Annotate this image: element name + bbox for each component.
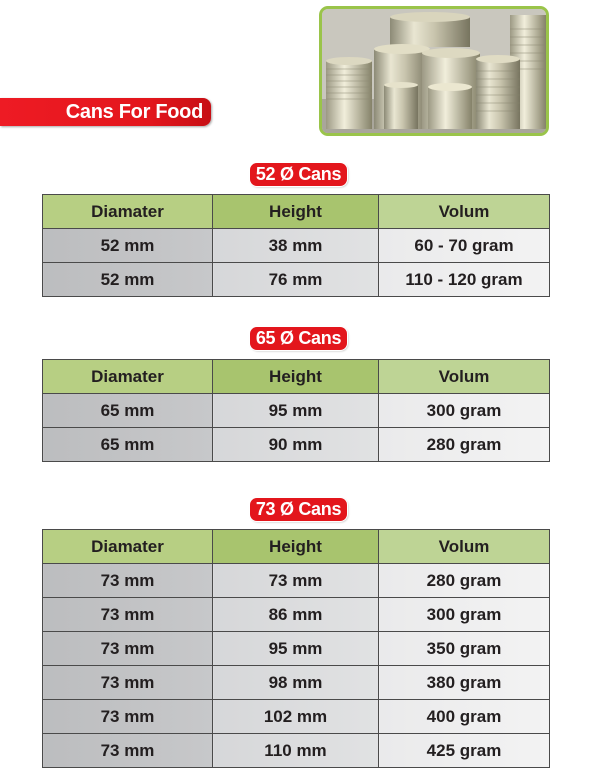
column-header-diameter: Diamater xyxy=(43,195,213,229)
cell-height: 95 mm xyxy=(213,632,379,666)
cell-height: 38 mm xyxy=(213,229,379,263)
cell-height: 110 mm xyxy=(213,734,379,768)
table-row xyxy=(43,734,550,768)
cell-volume: 425 gram xyxy=(379,734,550,768)
cell-height: 95 mm xyxy=(213,394,379,428)
cell-volume: 110 - 120 gram xyxy=(379,263,550,297)
table-row xyxy=(43,666,550,700)
cans-photo xyxy=(319,6,549,136)
page-title-banner: Cans For Food xyxy=(0,98,211,126)
cell-diameter: 65 mm xyxy=(43,394,213,428)
section-title-52: 52 Ø Cans xyxy=(250,163,347,186)
cell-volume: 300 gram xyxy=(379,598,550,632)
table-header-row xyxy=(43,360,550,394)
cell-volume: 280 gram xyxy=(379,428,550,462)
column-header-height: Height xyxy=(213,195,379,229)
table-header-row xyxy=(43,530,550,564)
table-row xyxy=(43,598,550,632)
cell-diameter: 65 mm xyxy=(43,428,213,462)
table-header-row xyxy=(43,195,550,229)
cell-diameter: 52 mm xyxy=(43,229,213,263)
cell-diameter: 73 mm xyxy=(43,598,213,632)
cell-diameter: 73 mm xyxy=(43,632,213,666)
table-row xyxy=(43,229,550,263)
cell-height: 86 mm xyxy=(213,598,379,632)
section-title-65: 65 Ø Cans xyxy=(250,327,347,350)
cell-diameter: 52 mm xyxy=(43,263,213,297)
spec-table-73 xyxy=(42,529,550,768)
table-row xyxy=(43,428,550,462)
cell-volume: 300 gram xyxy=(379,394,550,428)
column-header-diameter: Diamater xyxy=(43,530,213,564)
spec-table-65 xyxy=(42,359,550,462)
column-header-height: Height xyxy=(213,360,379,394)
cell-height: 73 mm xyxy=(213,564,379,598)
cell-diameter: 73 mm xyxy=(43,734,213,768)
cell-diameter: 73 mm xyxy=(43,666,213,700)
table-row xyxy=(43,700,550,734)
spec-table-52 xyxy=(42,194,550,297)
table-row xyxy=(43,263,550,297)
column-header-volume: Volum xyxy=(379,360,550,394)
column-header-volume: Volum xyxy=(379,530,550,564)
cell-volume: 280 gram xyxy=(379,564,550,598)
tin-cans-illustration xyxy=(322,9,546,133)
cell-height: 102 mm xyxy=(213,700,379,734)
cell-volume: 380 gram xyxy=(379,666,550,700)
cell-height: 98 mm xyxy=(213,666,379,700)
cell-volume: 400 gram xyxy=(379,700,550,734)
cell-volume: 60 - 70 gram xyxy=(379,229,550,263)
cell-height: 90 mm xyxy=(213,428,379,462)
column-header-diameter: Diamater xyxy=(43,360,213,394)
table-row xyxy=(43,632,550,666)
column-header-height: Height xyxy=(213,530,379,564)
column-header-volume: Volum xyxy=(379,195,550,229)
cell-height: 76 mm xyxy=(213,263,379,297)
table-row xyxy=(43,394,550,428)
table-row xyxy=(43,564,550,598)
section-title-73: 73 Ø Cans xyxy=(250,498,347,521)
cell-volume: 350 gram xyxy=(379,632,550,666)
cell-diameter: 73 mm xyxy=(43,700,213,734)
cell-diameter: 73 mm xyxy=(43,564,213,598)
